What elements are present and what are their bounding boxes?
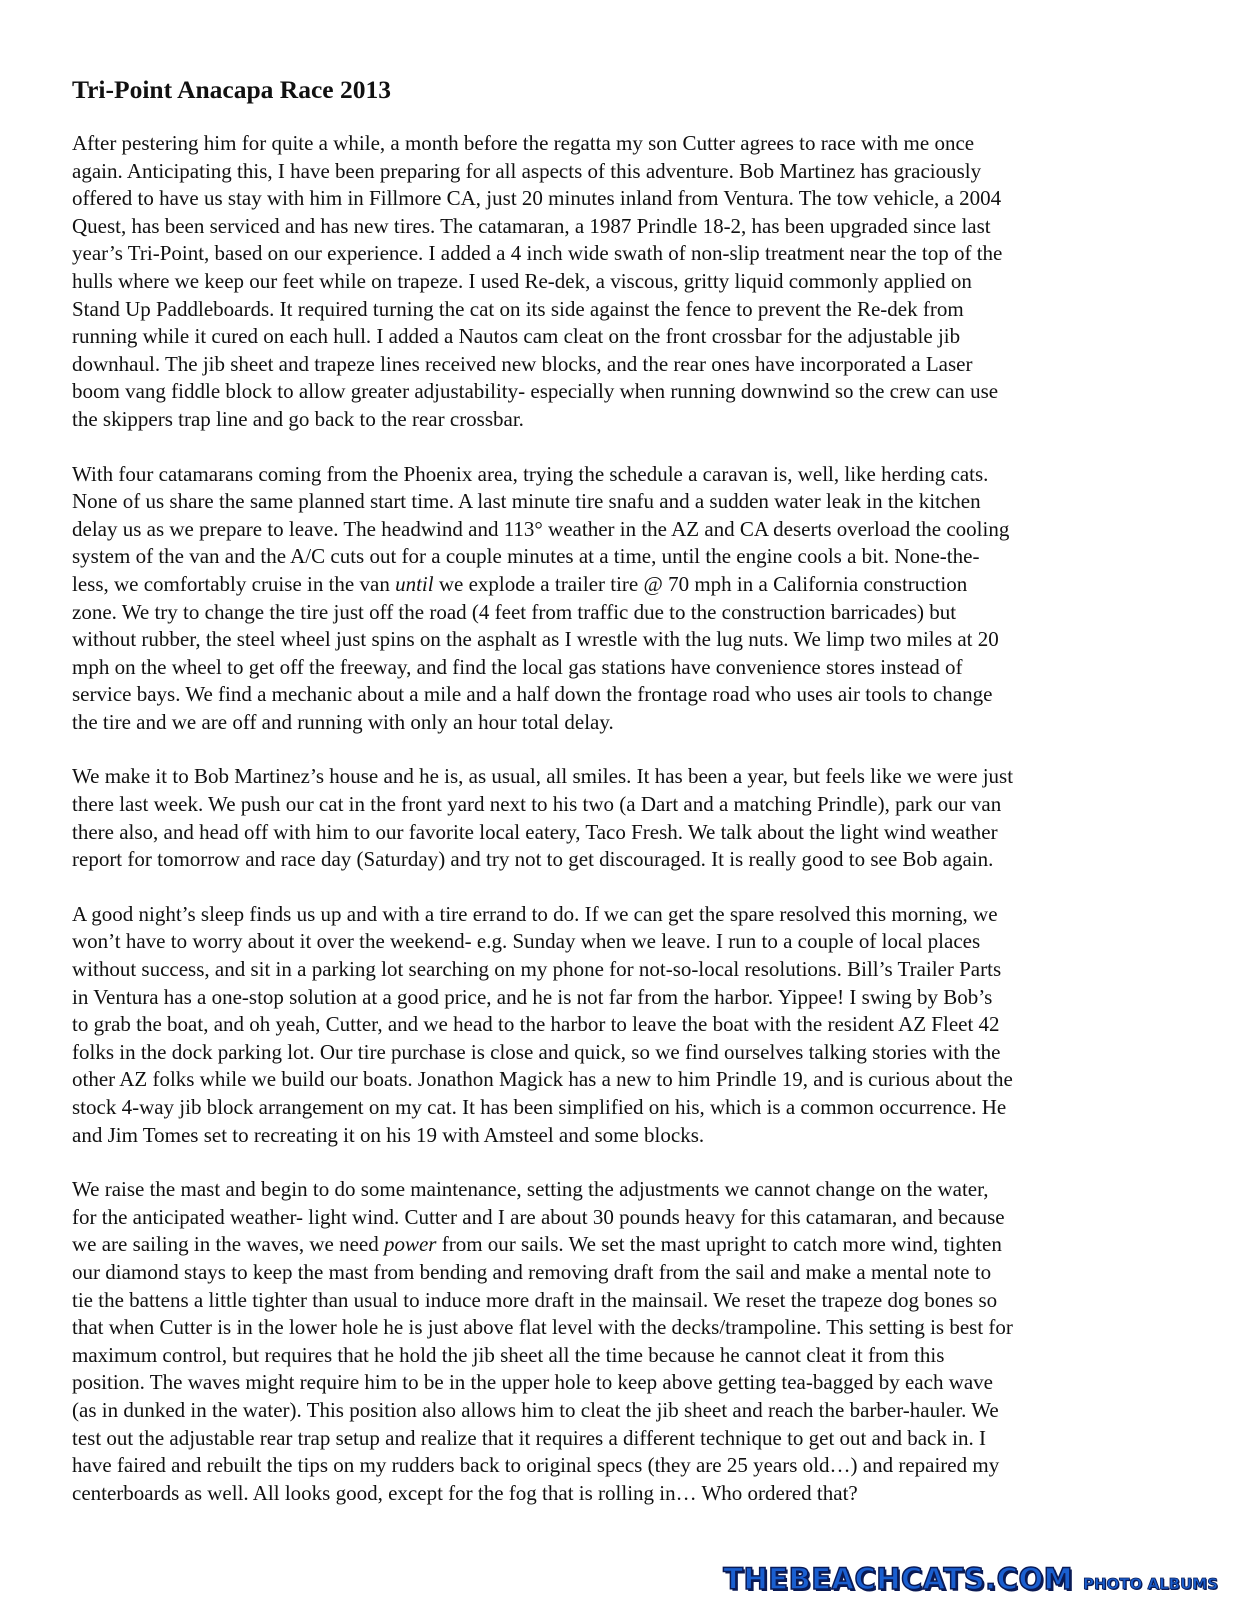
text-line [72, 846, 1152, 874]
text-line [72, 1287, 1152, 1315]
text-segment: stock 4-way jib block arrangement on my cat. It has been simplified on his, which is a common occurrence. He [72, 1095, 1007, 1119]
text-line [72, 571, 1152, 599]
text-segment: the tire and we are off and running with only an hour total delay. [72, 709, 614, 734]
text-line [72, 599, 1152, 627]
text-line [72, 1452, 1152, 1480]
text-line [72, 709, 1152, 737]
text-segment: there also, and head off with him to our favorite local eatery, Taco Fresh. We talk about the light wind weather [72, 819, 998, 844]
text-line [72, 1122, 1152, 1150]
text-segment: maximum control, but requires that he hold the jib sheet all the time because he cannot cleat it from this [72, 1342, 945, 1367]
text-segment: None of us share the same planned start time. A last minute tire snafu and a sudden water leak in the kitchen [72, 489, 981, 514]
text-line [72, 1176, 1152, 1204]
text-line [72, 351, 1152, 379]
text-segment: from our sails. We set the mast upright to catch more wind, tighten [436, 1232, 1002, 1257]
text-line [72, 1259, 1152, 1287]
text-segment: offered to have us stay with him in Fillmore CA, just 20 minutes inland from Ventura. The tow vehicle, a 2004 [72, 186, 1002, 211]
text-segment: mph on the wheel to get off the freeway, and find the local gas stations have convenience stores instead of [72, 654, 963, 679]
text-segment: Quest, has been serviced and has new tires. The catamaran, a 1987 Prindle 18-2, has been upgraded since last [72, 213, 991, 238]
text-segment: system of the van and the A/C cuts out for a couple minutes at a time, until the engine cools a bit. None-the- [72, 544, 980, 569]
text-line [72, 763, 1152, 791]
watermark-subtitle: PHOTO ALBUMS [1082, 1575, 1218, 1593]
text-segment: report for tomorrow and race day (Saturday) and try not to get discouraged. It is really good to see Bob again. [72, 847, 994, 872]
text-segment: Stand Up Paddleboards. It required turning the cat on its side against the fence to prevent the Re-dek from [72, 296, 964, 321]
text-line [72, 928, 1152, 956]
text-line [72, 213, 1152, 241]
text-line [72, 1039, 1152, 1067]
text-segment: in Ventura has a one-stop solution at a good price, and he is not far from the harbor. Yippee! I swing by Bob’s [72, 984, 993, 1009]
text-segment: we are sailing in the waves, we need [72, 1232, 384, 1257]
paragraph [72, 901, 1152, 1149]
text-line [72, 516, 1152, 544]
text-segment: We raise the mast and begin to do some maintenance, setting the adjustments we cannot change on the water, [72, 1177, 989, 1202]
text-segment: (as in dunked in the water). This position also allows him to cleat the jib sheet and reach the barber-hauler. We [72, 1397, 999, 1422]
text-line [72, 543, 1152, 571]
text-line [72, 901, 1152, 929]
text-line [72, 1204, 1152, 1232]
text-segment: downhaul. The jib sheet and trapeze lines received new blocks, and the rear ones have incorporated a Laser [72, 351, 973, 376]
text-segment: year’s Tri-Point, based on our experience. I added a 4 inch wide swath of non-slip treatment near the top of the [72, 241, 1003, 266]
text-segment: again. Anticipating this, I have been preparing for all aspects of this adventure. Bob Martinez has graciously [72, 158, 982, 183]
text-segment: After pestering him for quite a while, a month before the regatta my son Cutter agrees to race with me once [72, 131, 975, 155]
paragraph [72, 1176, 1152, 1507]
text-segment: for the anticipated weather- light wind. Cutter and I are about 30 pounds heavy for this catamaran, and because [72, 1204, 1005, 1229]
document-body [72, 130, 1152, 1507]
text-segment: hulls where we keep our feet while on trapeze. I used Re-dek, a viscous, gritty liquid commonly applied on [72, 268, 972, 293]
paragraph [72, 763, 1152, 873]
text-line [72, 240, 1152, 268]
text-segment: to grab the boat, and oh yeah, Cutter, and we head to the harbor to leave the boat with the resident AZ Fleet 42 [72, 1012, 1000, 1037]
document-title: Tri-Point Anacapa Race 2013 [72, 75, 391, 104]
text-segment: test out the adjustable rear trap setup and realize that it requires a different technique to get out and back in. I [72, 1425, 986, 1450]
text-line [72, 1011, 1152, 1039]
text-line [72, 185, 1152, 213]
text-line [72, 1425, 1152, 1453]
text-line [72, 268, 1152, 296]
text-line [72, 791, 1152, 819]
text-segment: the skippers trap line and go back to the rear crossbar. [72, 406, 524, 431]
text-line [72, 1066, 1152, 1094]
text-segment: without success, and sit in a parking lot searching on my phone for not-so-local resolutions. Bill’s Trailer Parts [72, 957, 1002, 982]
text-segment: centerboards as well. All looks good, except for the fog that is rolling in… Who ordered that? [72, 1480, 858, 1505]
paragraph [72, 461, 1152, 737]
site-watermark [723, 1562, 1218, 1596]
text-segment: without rubber, the steel wheel just spins on the asphalt as I wrestle with the lug nuts. We limp two miles at 20 [72, 627, 999, 652]
text-segment: We make it to Bob Martinez’s house and he is, as usual, all smiles. It has been a year, but feels like we were just [72, 764, 1014, 789]
text-segment: we explode a trailer tire @ 70 mph in a California construction [433, 571, 968, 596]
text-segment: won’t have to worry about it over the weekend- e.g. Sunday when we leave. I run to a couple of local places [72, 929, 981, 954]
paragraph [72, 130, 1152, 434]
text-segment: zone. We try to change the tire just off the road (4 feet from traffic due to the construction barricades) but [72, 599, 957, 624]
watermark-logo-text: THEBEACHCATS.COM [723, 1562, 1073, 1596]
text-line [72, 1231, 1152, 1259]
text-line [72, 1480, 1152, 1508]
text-segment: and Jim Tomes set to recreating it on his 19 with Amsteel and some blocks. [72, 1122, 705, 1147]
text-segment: service bays. We find a mechanic about a mile and a half down the frontage road who uses air tools to change [72, 682, 993, 707]
text-line [72, 626, 1152, 654]
text-line [72, 1094, 1152, 1122]
text-line [72, 378, 1152, 406]
text-segment: less, we comfortably cruise in the van [72, 571, 396, 596]
text-line [72, 130, 1152, 158]
text-segment: that when Cutter is in the lower hole he is just above flat level with the decks/trampoline. This setting is best for [72, 1315, 1013, 1340]
text-line [72, 488, 1152, 516]
text-line [72, 984, 1152, 1012]
text-segment: delay us as we prepare to leave. The headwind and 113° weather in the AZ and CA deserts overload the cooling [72, 516, 1010, 541]
text-line [72, 819, 1152, 847]
document-page [72, 74, 1152, 1534]
text-segment: running while it cured on each hull. I added a Nautos cam cleat on the front crossbar for the adjustable jib [72, 324, 961, 349]
text-line [72, 406, 1152, 434]
text-segment: other AZ folks while we build our boats. Jonathon Magick has a new to him Prindle 19, and is curious about the [72, 1067, 1013, 1092]
text-segment: tie the battens a little tighter than usual to induce more draft in the mainsail. We reset the trapeze dog bones so [72, 1287, 998, 1312]
text-line [72, 461, 1152, 489]
text-line [72, 158, 1152, 186]
text-segment: position. The waves might require him to be in the upper hole to keep above getting tea-bagged by each wave [72, 1370, 993, 1395]
text-line [72, 681, 1152, 709]
text-line [72, 1314, 1152, 1342]
text-segment: folks in the dock parking lot. Our tire purchase is close and quick, so we find ourselves talking stories with the [72, 1039, 1001, 1064]
text-segment: have faired and rebuilt the tips on my rudders back to original specs (they are 25 years old…) and repaired my [72, 1453, 1000, 1478]
text-segment: there last week. We push our cat in the front yard next to his two (a Dart and a matching Prindle), park our van [72, 792, 1002, 817]
emphasized-text: power [383, 1232, 437, 1257]
text-segment: our diamond stays to keep the mast from bending and removing draft from the sail and make a mental note to [72, 1259, 992, 1284]
text-line [72, 1397, 1152, 1425]
text-line [72, 1369, 1152, 1397]
text-segment: A good night’s sleep finds us up and with a tire errand to do. If we can get the spare resolved this morning, we [72, 901, 998, 926]
text-segment: With four catamarans coming from the Phoenix area, trying the schedule a caravan is, well, like herding cats. [72, 461, 989, 486]
text-line [72, 323, 1152, 351]
emphasized-text: until [395, 571, 434, 596]
text-line [72, 654, 1152, 682]
text-line [72, 1342, 1152, 1370]
text-line [72, 296, 1152, 324]
text-line [72, 956, 1152, 984]
text-segment: boom vang fiddle block to allow greater adjustability- especially when running downwind so the crew can use [72, 379, 999, 404]
